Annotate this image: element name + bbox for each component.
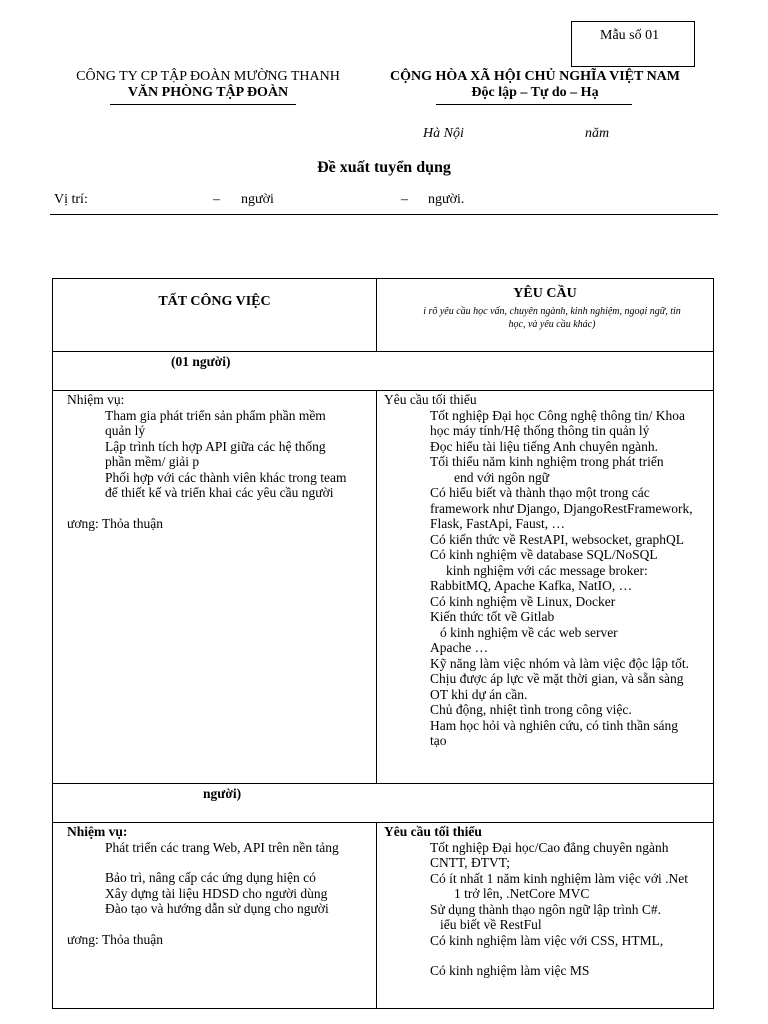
section-1-content-row bbox=[53, 391, 714, 784]
task-line: để thiết kế và triển khai các yêu cầu người bbox=[105, 485, 334, 500]
requirement-line: Flask, FastApi, Faust, … bbox=[430, 516, 566, 531]
document-title: Đề xuất tuyển dụng bbox=[317, 159, 451, 176]
position-people-2: người. bbox=[428, 192, 465, 207]
position-people-1: người bbox=[241, 192, 274, 207]
requirement-line: ó kinh nghiệm về các web server bbox=[440, 624, 618, 640]
section-1-requirements bbox=[377, 391, 714, 784]
requirement-line: RabbitMQ, Apache Kafka, NatIO, … bbox=[430, 578, 633, 593]
requirements-subtitle-line-1: i rõ yêu cầu học vấn, chuyên ngành, kinh nghiệm, ngoại ngữ, tin bbox=[423, 306, 681, 317]
requirement-line: Chịu được áp lực về mặt thời gian, và sẵn sàng bbox=[430, 671, 684, 686]
requirement-line: end với ngôn ngữ bbox=[454, 469, 550, 485]
section-2-label: người) bbox=[53, 784, 714, 823]
task-line: Xây dựng tài liệu HDSD cho người dùng bbox=[105, 885, 328, 901]
col-header-requirements bbox=[377, 279, 714, 352]
recruitment-table bbox=[52, 278, 714, 1009]
section-1-label: (01 người) bbox=[53, 352, 714, 391]
nation-name: CỘNG HÒA XÃ HỘI CHỦ NGHĨA VIỆT NAM bbox=[389, 69, 680, 84]
company-header bbox=[58, 69, 358, 101]
requirement-line: Có kinh nghiệm làm việc với CSS, HTML, bbox=[430, 932, 664, 948]
requirement-line: OT khi dự án cần. bbox=[430, 686, 528, 702]
col-header-tasks: TẤT CÔNG VIỆC bbox=[53, 279, 377, 352]
requirements-heading: Yêu cầu tối thiểu bbox=[384, 824, 482, 839]
requirement-line: kinh nghiệm với các message broker: bbox=[446, 562, 648, 578]
section-2-tasks bbox=[53, 823, 377, 1009]
section-1-tasks bbox=[53, 391, 377, 784]
requirement-line: Đọc hiểu tài liệu tiếng Anh chuyên ngành. bbox=[430, 438, 658, 454]
date-year: năm bbox=[585, 126, 610, 141]
section-2-row bbox=[53, 784, 714, 823]
office-underline bbox=[110, 104, 296, 105]
requirement-line: Có kinh nghiệm về database SQL/NoSQL bbox=[430, 547, 658, 562]
requirements-title: YÊU CẦU bbox=[513, 286, 577, 301]
position-dash-2: – bbox=[401, 192, 408, 207]
form-number: Mẫu số 01 bbox=[600, 28, 660, 43]
requirement-line: iểu biết về RestFul bbox=[440, 917, 542, 932]
table-header-row bbox=[53, 279, 714, 352]
requirement-line: Apache … bbox=[430, 640, 489, 655]
office-name: VĂN PHÒNG TẬP ĐOÀN bbox=[127, 85, 289, 100]
company-name: CÔNG TY CP TẬP ĐOÀN MƯỜNG THANH bbox=[76, 69, 340, 84]
date-city: Hà Nội bbox=[423, 126, 464, 141]
requirement-line: Tối thiểu năm kinh nghiệm trong phát triển bbox=[430, 454, 664, 469]
requirement-line: Sử dụng thành thạo ngôn ngữ lập trình C#. bbox=[430, 901, 661, 917]
task-line: Phối hợp với các thành viên khác trong team bbox=[105, 469, 347, 485]
section-2-content-row bbox=[53, 823, 714, 1009]
motto-underline bbox=[436, 104, 632, 105]
requirement-line: 1 trở lên, .NetCore MVC bbox=[454, 886, 590, 901]
requirement-line: tạo bbox=[430, 733, 447, 748]
requirement-line: Có kinh nghiệm về Linux, Docker bbox=[430, 593, 616, 609]
section-2-requirements bbox=[377, 823, 714, 1009]
requirement-line: Có hiểu biết và thành thạo một trong các bbox=[430, 485, 650, 500]
requirement-line: framework như Django, DjangoRestFramework, bbox=[430, 500, 693, 516]
requirement-line: Có ít nhất 1 năm kinh nghiệm làm việc với .Net bbox=[430, 870, 688, 886]
requirements-subtitle bbox=[401, 305, 703, 331]
nation-header bbox=[370, 69, 700, 101]
position-dash-1: – bbox=[213, 192, 220, 207]
task-line: Lập trình tích hợp API giữa các hệ thống bbox=[105, 438, 326, 454]
requirement-line: học máy tính/Hệ thống thông tin quản lý bbox=[430, 423, 650, 438]
header-divider bbox=[50, 214, 718, 215]
task-line: phần mềm/ giải p bbox=[105, 454, 200, 469]
task-line: quản lý bbox=[105, 423, 146, 438]
salary-line: ương: Thỏa thuận bbox=[67, 931, 163, 947]
requirement-line: Kiến thức tốt về Gitlab bbox=[430, 609, 555, 624]
task-line: Đào tạo và hướng dẫn sử dụng cho người bbox=[105, 901, 329, 916]
section-1-row bbox=[53, 352, 714, 391]
requirement-line: Tốt nghiệp Đại học Công nghệ thông tin/ Khoa bbox=[430, 407, 685, 423]
tasks-heading: Nhiệm vụ: bbox=[67, 824, 128, 839]
salary-line: ương: Thỏa thuận bbox=[67, 515, 163, 531]
task-line: Phát triển các trang Web, API trên nền tảng bbox=[105, 839, 339, 855]
requirement-line: Có kiến thức về RestAPI, websocket, graphQL bbox=[430, 531, 685, 547]
task-line: Tham gia phát triển sản phẩm phần mềm bbox=[105, 407, 326, 423]
requirement-line: CNTT, ĐTVT; bbox=[430, 855, 510, 870]
position-label: Vị trí: bbox=[54, 192, 88, 207]
task-line: Bảo trì, nâng cấp các ứng dụng hiện có bbox=[105, 870, 316, 885]
nation-motto: Độc lập – Tự do – Hạ bbox=[471, 85, 599, 100]
requirement-line: Có kinh nghiệm làm việc MS bbox=[430, 963, 590, 978]
requirement-line: Chủ động, nhiệt tình trong công việc. bbox=[430, 702, 632, 717]
requirements-subtitle-line-2: học, và yêu cầu khác) bbox=[508, 319, 596, 330]
requirement-line: Kỹ năng làm việc nhóm và làm việc độc lập tốt. bbox=[430, 655, 690, 671]
requirement-line: Tốt nghiệp Đại học/Cao đẳng chuyên ngành bbox=[430, 839, 669, 855]
requirements-heading: Yêu cầu tối thiểu bbox=[384, 392, 477, 407]
tasks-heading: Nhiệm vụ: bbox=[67, 392, 125, 407]
requirement-line: Ham học hỏi và nghiên cứu, có tinh thần sáng bbox=[430, 717, 679, 733]
